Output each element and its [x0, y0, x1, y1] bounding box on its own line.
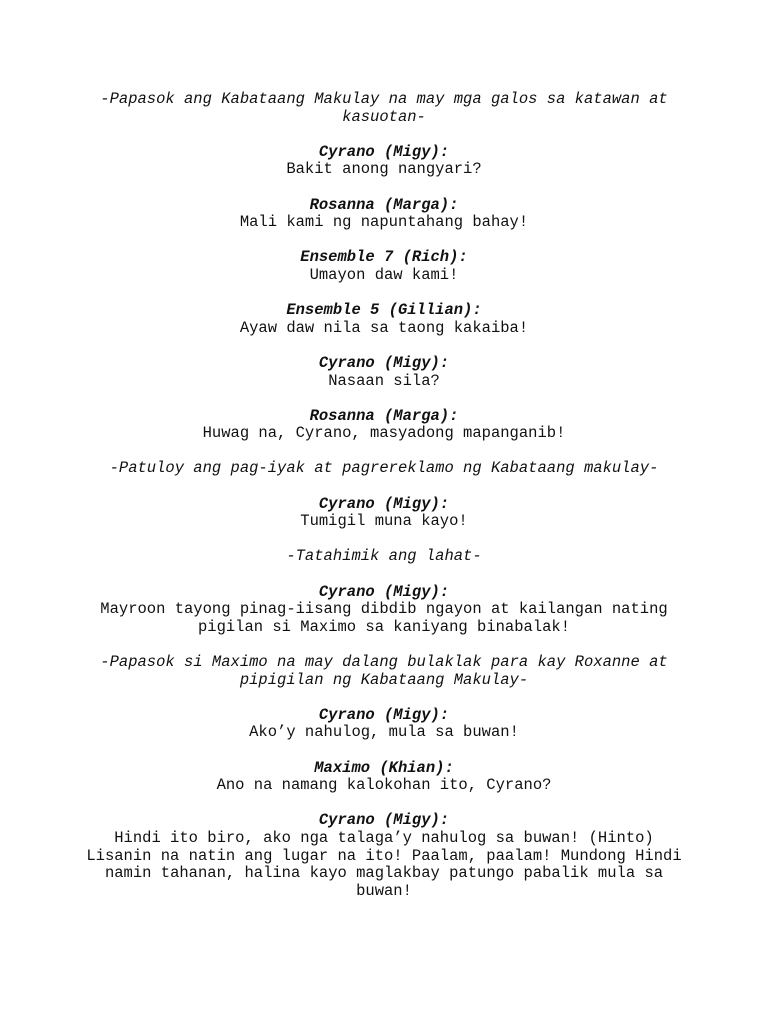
- dialogue-line: Ayaw daw nila sa taong kakaiba!: [239, 318, 529, 337]
- dialogue-block: [84, 408, 684, 443]
- speaker-name: Cyrano (Migy):: [318, 811, 450, 830]
- speaker-name: Cyrano (Migy):: [318, 142, 450, 161]
- speaker-name: Maximo (Khian):: [314, 758, 454, 777]
- speaker-name: Ensemble 5 (Gillian):: [286, 301, 482, 320]
- dialogue-block: [84, 707, 684, 742]
- dialogue-block: [84, 197, 684, 232]
- speaker-name: Rosanna (Marga):: [309, 406, 459, 425]
- dialogue-block: [84, 249, 684, 284]
- speaker-name: Ensemble 7 (Rich):: [300, 248, 468, 267]
- dialogue-line: Mali kami ng napuntahang bahay!: [239, 213, 529, 232]
- speaker-name: Cyrano (Migy):: [318, 494, 450, 513]
- speaker-name: Cyrano (Migy):: [318, 353, 450, 372]
- dialogue-block: [84, 811, 691, 900]
- dialogue-line: Mayroon tayong pinag-iisang dibdib ngayon at kailangan nating pigilan si Maximo sa kaniyang binabalak!: [100, 600, 678, 636]
- dialogue-line: Tumigil muna kayo!: [300, 512, 468, 531]
- dialogue-block: [84, 496, 684, 531]
- dialogue-block: [84, 760, 684, 795]
- stage-direction: -Tatahimik ang lahat-: [286, 547, 482, 566]
- speaker-name: Cyrano (Migy):: [318, 705, 450, 724]
- dialogue-line: Ako’y nahulog, mula sa buwan!: [249, 723, 519, 742]
- dialogue-block: [84, 355, 684, 390]
- script-page: [84, 90, 691, 918]
- stage-direction: -Patuloy ang pag-iyak at pagrereklamo ng Kabataang makulay-: [109, 459, 659, 478]
- dialogue-line: Bakit anong nangyari?: [286, 160, 482, 179]
- dialogue-line: Ano na namang kalokohan ito, Cyrano?: [216, 776, 552, 795]
- speaker-name: Rosanna (Marga):: [309, 195, 459, 214]
- stage-direction: -Papasok si Maximo na may dalang bulaklak para kay Roxanne at pipigilan ng Kabataang Makulay-: [100, 653, 678, 689]
- stage-direction: -Papasok ang Kabataang Makulay na may mga galos sa katawan at kasuotan-: [100, 90, 678, 126]
- dialogue-block: [84, 144, 684, 179]
- dialogue-line: Nasaan sila?: [328, 371, 440, 390]
- dialogue-block: [84, 302, 684, 337]
- dialogue-line: Umayon daw kami!: [309, 265, 459, 284]
- dialogue-line: Huwag na, Cyrano, masyadong mapanganib!: [202, 424, 566, 443]
- dialogue-block: [84, 584, 684, 637]
- speaker-name: Cyrano (Migy):: [318, 582, 450, 601]
- dialogue-line: Hindi ito biro, ako nga talaga’y nahulog sa buwan! (Hinto) Lisanin na natin ang lugar na ito! Paalam, paalam! Mundong Hindi namin tahanan, halina kayo maglakbay patungo pabalik mula sa buwan!: [86, 828, 691, 900]
